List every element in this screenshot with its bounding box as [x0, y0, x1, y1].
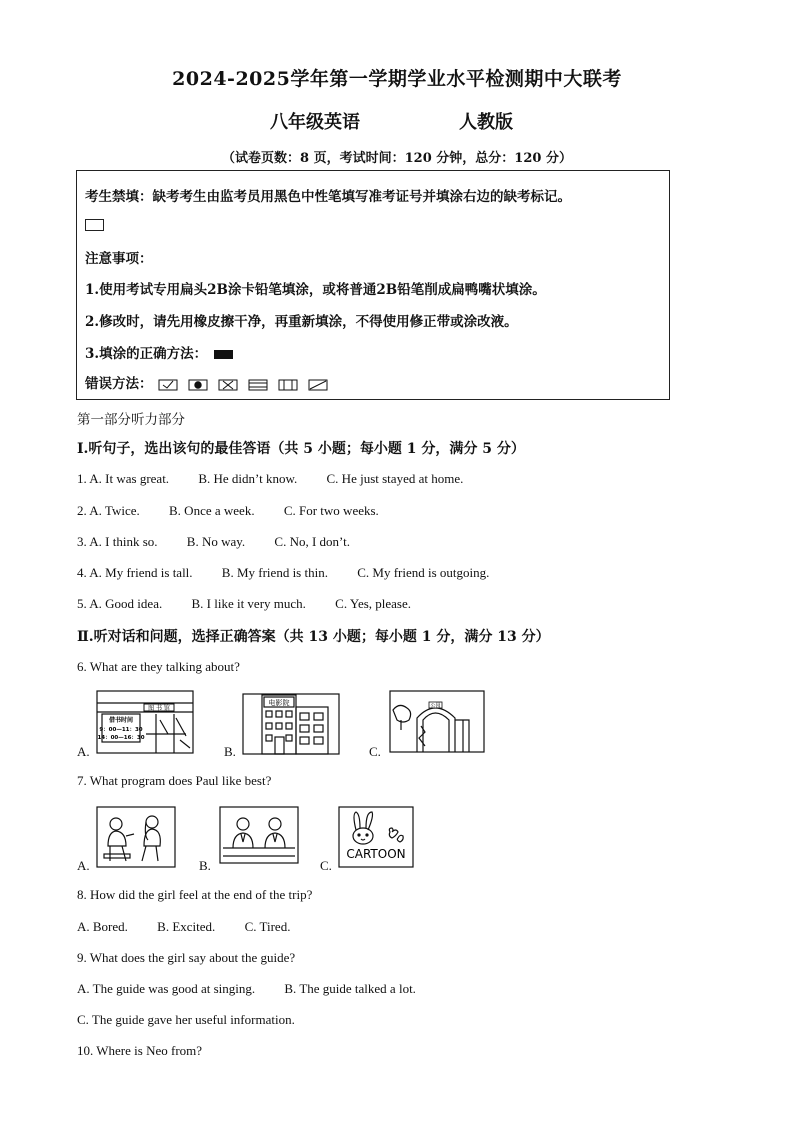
- question-7-stem: 7. What program does Paul like best?: [77, 773, 272, 788]
- section2-title: Ⅱ.听对话和问题，选择正确答案（共 13 小题；每小题 1 分，满分 13 分）: [77, 629, 550, 645]
- option-3c[interactable]: C. No, I don’t.: [274, 534, 351, 549]
- option-2a[interactable]: 2. A. Twice.: [77, 503, 140, 518]
- option-5b[interactable]: B. I like it very much.: [191, 596, 306, 611]
- notice-item-3: [85, 342, 233, 362]
- question-3: [77, 534, 376, 550]
- library-hours-title: 借书时间: [108, 717, 134, 724]
- option-5a[interactable]: 5. A. Good idea.: [77, 596, 163, 611]
- option-8c[interactable]: C. Tired.: [244, 919, 291, 934]
- section1-title: Ⅰ.听句子，选出该句的最佳答语（共 5 小题；每小题 1 分，满分 5 分）: [77, 441, 525, 457]
- wrong-fill-icons: [157, 378, 407, 392]
- question-8-stem: 8. How did the girl feel at the end of the trip?: [77, 887, 313, 902]
- question-10-stem: 10. Where is Neo from?: [77, 1043, 203, 1058]
- question-9-stem: 9. What does the girl say about the guide?: [77, 950, 296, 965]
- cartoon-program-image[interactable]: [338, 806, 414, 868]
- option-1a[interactable]: 1. A. It was great.: [77, 471, 170, 486]
- absent-mark-box[interactable]: [85, 219, 104, 231]
- option-4b[interactable]: B. My friend is thin.: [221, 565, 328, 580]
- question-6-stem: 6. What are they talking about?: [77, 659, 240, 674]
- option-9c[interactable]: C. The guide gave her useful information.: [77, 1012, 295, 1027]
- part1-title: 第一部分听力部分: [77, 412, 185, 428]
- option-1c[interactable]: C. He just stayed at home.: [326, 471, 464, 486]
- option-1b[interactable]: B. He didn’t know.: [198, 471, 298, 486]
- q6-label-b[interactable]: B.: [224, 744, 236, 759]
- correct-method-label: 3.填涂的正确方法：: [85, 346, 208, 362]
- option-4a[interactable]: 4. A. My friend is tall.: [77, 565, 193, 580]
- interview-program-image[interactable]: [96, 806, 176, 868]
- exam-title: 2024-2025学年第一学期学业水平检测期中大联考: [172, 68, 622, 90]
- option-8b[interactable]: B. Excited.: [157, 919, 216, 934]
- exam-edition: 人教版: [459, 112, 513, 133]
- correct-fill-icon: [214, 350, 233, 359]
- park-sign-text: 公园: [430, 703, 441, 709]
- news-program-image[interactable]: [219, 806, 299, 864]
- notice-item-1: 1.使用考试专用扁头2B涂卡铅笔填涂，或将普通2B铅笔削成扁鸭嘴状填涂。: [85, 282, 546, 298]
- absent-instruction: 考生禁填：缺考考生由监考员用黑色中性笔填写准考证号并填涂右边的缺考标记。: [85, 189, 571, 205]
- cartoon-text: CARTOON: [346, 847, 406, 861]
- question-8-options: [77, 919, 316, 935]
- option-5c[interactable]: C. Yes, please.: [335, 596, 412, 611]
- notice-box: [76, 170, 670, 400]
- library-hours-morning: 9：00—11：30: [99, 727, 143, 733]
- cinema-image[interactable]: [242, 693, 340, 755]
- option-3a[interactable]: 3. A. I think so.: [77, 534, 158, 549]
- library-image[interactable]: [96, 690, 194, 754]
- notice-item-4: [85, 372, 407, 392]
- exam-info: （试卷页数：8 页，考试时间：120 分钟，总分：120 分）: [222, 151, 572, 166]
- question-9-options-ab: [77, 981, 442, 997]
- q7-label-a[interactable]: A.: [77, 858, 90, 873]
- question-1: [77, 471, 489, 487]
- q7-label-b[interactable]: B.: [199, 858, 211, 873]
- exam-subject: 八年级英语: [270, 112, 360, 133]
- option-3b[interactable]: B. No way.: [186, 534, 246, 549]
- notice-item-2: 2.修改时，请先用橡皮擦干净，再重新填涂，不得使用修正带或涂改液。: [85, 314, 518, 330]
- question-5: [77, 596, 437, 612]
- wrong-method-label: 错误方法：: [85, 376, 153, 392]
- option-9a[interactable]: A. The guide was good at singing.: [77, 981, 256, 996]
- library-hours-afternoon: 14：00—16：30: [97, 735, 145, 741]
- q7-label-c[interactable]: C.: [320, 858, 332, 873]
- cinema-sign-text: 电影院: [268, 699, 290, 707]
- question-4: [77, 565, 515, 581]
- option-2b[interactable]: B. Once a week.: [169, 503, 255, 518]
- library-sign-text: 图 书 馆: [148, 705, 170, 712]
- question-2: [77, 503, 405, 519]
- option-4c[interactable]: C. My friend is outgoing.: [357, 565, 490, 580]
- q6-label-a[interactable]: A.: [77, 744, 90, 759]
- option-8a[interactable]: A. Bored.: [77, 919, 128, 934]
- notice-heading: 注意事项：: [85, 251, 153, 267]
- option-9b[interactable]: B. The guide talked a lot.: [284, 981, 416, 996]
- q6-label-c[interactable]: C.: [369, 744, 381, 759]
- question-9-option-c: [77, 1012, 321, 1028]
- park-image[interactable]: [389, 690, 485, 753]
- option-2c[interactable]: C. For two weeks.: [283, 503, 379, 518]
